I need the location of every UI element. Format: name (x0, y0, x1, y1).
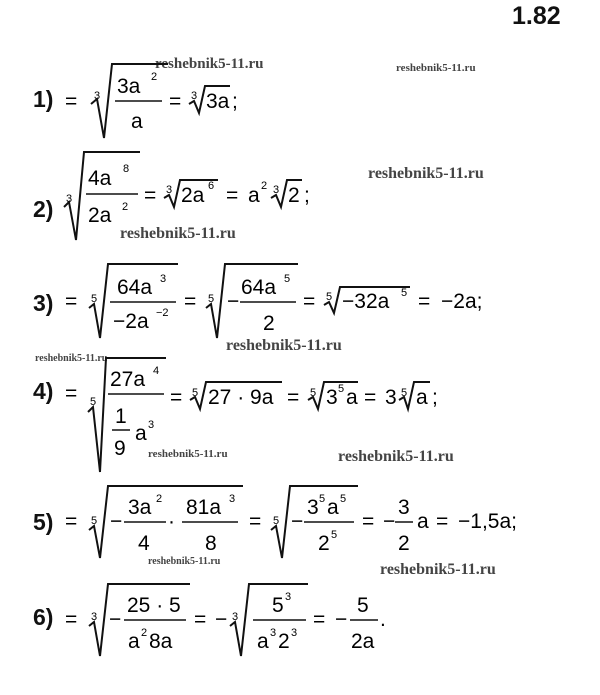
exponent: 5 (284, 273, 291, 285)
exponent: 3 (229, 493, 236, 505)
exponent: 3 (285, 591, 292, 603)
exponent: 5 (331, 529, 338, 541)
numerator: 3 (398, 496, 410, 519)
watermark: reshebnik5-11.ru (35, 353, 108, 364)
denominator: 2 (263, 312, 275, 335)
exponent: 5 (340, 493, 347, 505)
exponent: 2 (151, 71, 158, 83)
item-label: 3) (33, 290, 54, 316)
equals-sign: = (313, 608, 326, 631)
watermark: reshebnik5-11.ru (380, 561, 496, 578)
exponent: 5 (319, 493, 326, 505)
item-label: 6) (33, 604, 54, 630)
numerator: 64a (241, 276, 277, 299)
root-index: 3 (232, 611, 239, 623)
root-index: 3 (94, 90, 101, 102)
item-label: 4) (33, 378, 54, 404)
radicand: 27 · 9a (208, 386, 274, 409)
root-index: 5 (90, 396, 97, 408)
numerator: 25 · 5 (127, 594, 181, 617)
denominator: 2 (398, 532, 410, 555)
exponent: 3 (148, 419, 155, 431)
numerator: 81a (186, 496, 222, 519)
denominator: 2a (351, 630, 375, 653)
numerator: 3a (117, 75, 141, 98)
root-index: 5 (192, 387, 199, 399)
minus-sign: − (110, 510, 123, 533)
exponent: 4 (153, 365, 160, 377)
minus-sign: − (227, 290, 240, 313)
watermark: reshebnik5-11.ru (148, 448, 228, 460)
variable: a (417, 510, 429, 533)
equals-sign: = (184, 290, 197, 313)
variable: a (135, 422, 147, 445)
equals-sign: = (303, 290, 316, 313)
semicolon: ; (232, 90, 238, 113)
root-index: 5 (273, 515, 280, 527)
radicand: 3a (206, 90, 230, 113)
expression-2 (60, 146, 360, 246)
numerator: 5 (357, 594, 369, 617)
item-label: 5) (33, 509, 54, 535)
root-index: 5 (91, 293, 98, 305)
root-index: 5 (326, 291, 333, 303)
root-index: 3 (191, 90, 198, 102)
equals-sign: = (65, 290, 78, 313)
radicand: a (416, 386, 428, 409)
root-index: 3 (166, 184, 173, 196)
radicand: 2a (181, 184, 205, 207)
root-index: 5 (91, 515, 98, 527)
equals-sign: = (194, 608, 207, 631)
equals-sign: = (169, 90, 182, 113)
equals-sign: = (65, 608, 78, 631)
numerator: a (327, 496, 339, 519)
equals-sign: = (364, 386, 377, 409)
expression-5 (60, 480, 550, 562)
inner-denominator: 9 (114, 437, 126, 460)
minus-sign: − (383, 510, 396, 533)
equals-sign: = (65, 382, 78, 405)
denominator: a (128, 630, 140, 653)
radicand: 2 (288, 184, 300, 207)
root-index: 5 (208, 293, 215, 305)
numerator: 27a (110, 368, 146, 391)
coefficient: 3 (385, 386, 397, 409)
denominator: 2a (88, 204, 112, 227)
minus-sign: − (109, 608, 122, 631)
root-index: 3 (91, 611, 98, 623)
equals-sign: = (226, 184, 239, 207)
denominator: 2 (318, 532, 330, 555)
denominator: a (257, 630, 269, 653)
equals-sign: = (436, 510, 449, 533)
exponent: 5 (401, 287, 408, 299)
equals-sign: = (65, 90, 78, 113)
item-label: 1) (33, 86, 54, 112)
denominator: a (131, 110, 143, 133)
exponent: 5 (338, 383, 345, 395)
exponent: 3 (270, 627, 277, 639)
equals-sign: = (144, 184, 157, 207)
expression-6 (60, 578, 460, 660)
minus-sign: − (215, 608, 228, 631)
inner-numerator: 1 (115, 405, 127, 428)
exponent: −2 (156, 307, 169, 319)
watermark: reshebnik5-11.ru (148, 556, 221, 567)
minus-sign: − (335, 608, 348, 631)
exponent: 2 (122, 201, 129, 213)
exponent: 2 (141, 627, 148, 639)
exponent: 3 (291, 627, 298, 639)
exponent: 6 (208, 180, 215, 192)
expression-4 (60, 352, 460, 478)
numerator: 3 (307, 496, 319, 519)
exponent: 8 (123, 163, 130, 175)
multiply-dot: · (168, 510, 175, 533)
semicolon: ; (304, 184, 310, 207)
watermark: reshebnik5-11.ru (338, 448, 454, 465)
numerator: 5 (272, 594, 284, 617)
equals-sign: = (362, 510, 375, 533)
numerator: 64a (117, 276, 153, 299)
variable: a (248, 184, 260, 207)
root-index: 3 (66, 193, 73, 205)
expression-3 (60, 258, 520, 342)
root-index: 5 (310, 387, 317, 399)
exponent: 2 (156, 493, 163, 505)
watermark: reshebnik5-11.ru (155, 56, 264, 72)
numerator: 3a (128, 496, 152, 519)
equals-sign: = (170, 386, 183, 409)
numerator: 4a (88, 167, 112, 190)
root-index: 3 (273, 184, 280, 196)
equals-sign: = (418, 290, 431, 313)
exponent: 3 (160, 273, 167, 285)
denominator: −2a (113, 310, 149, 333)
denominator: 8a (149, 630, 173, 653)
watermark: reshebnik5-11.ru (368, 165, 484, 182)
result: −2a; (441, 290, 483, 313)
radicand: −32a (342, 290, 390, 313)
result: −1,5a; (458, 510, 517, 533)
watermark: reshebnik5-11.ru (120, 225, 236, 242)
expression-1 (60, 56, 250, 146)
exponent: 2 (261, 180, 268, 192)
minus-sign: − (291, 510, 304, 533)
period: . (380, 608, 386, 631)
problem-number: 1.82 (512, 2, 561, 30)
root-index: 5 (401, 387, 408, 399)
equals-sign: = (287, 386, 300, 409)
denominator: 4 (138, 532, 150, 555)
denominator: 8 (205, 532, 217, 555)
radicand: 3 (326, 386, 338, 409)
watermark: reshebnik5-11.ru (396, 62, 476, 74)
equals-sign: = (65, 510, 78, 533)
watermark: reshebnik5-11.ru (226, 337, 342, 354)
item-label: 2) (33, 196, 54, 222)
equals-sign: = (249, 510, 262, 533)
radicand: a (346, 386, 358, 409)
semicolon: ; (432, 386, 438, 409)
denominator: 2 (278, 630, 290, 653)
